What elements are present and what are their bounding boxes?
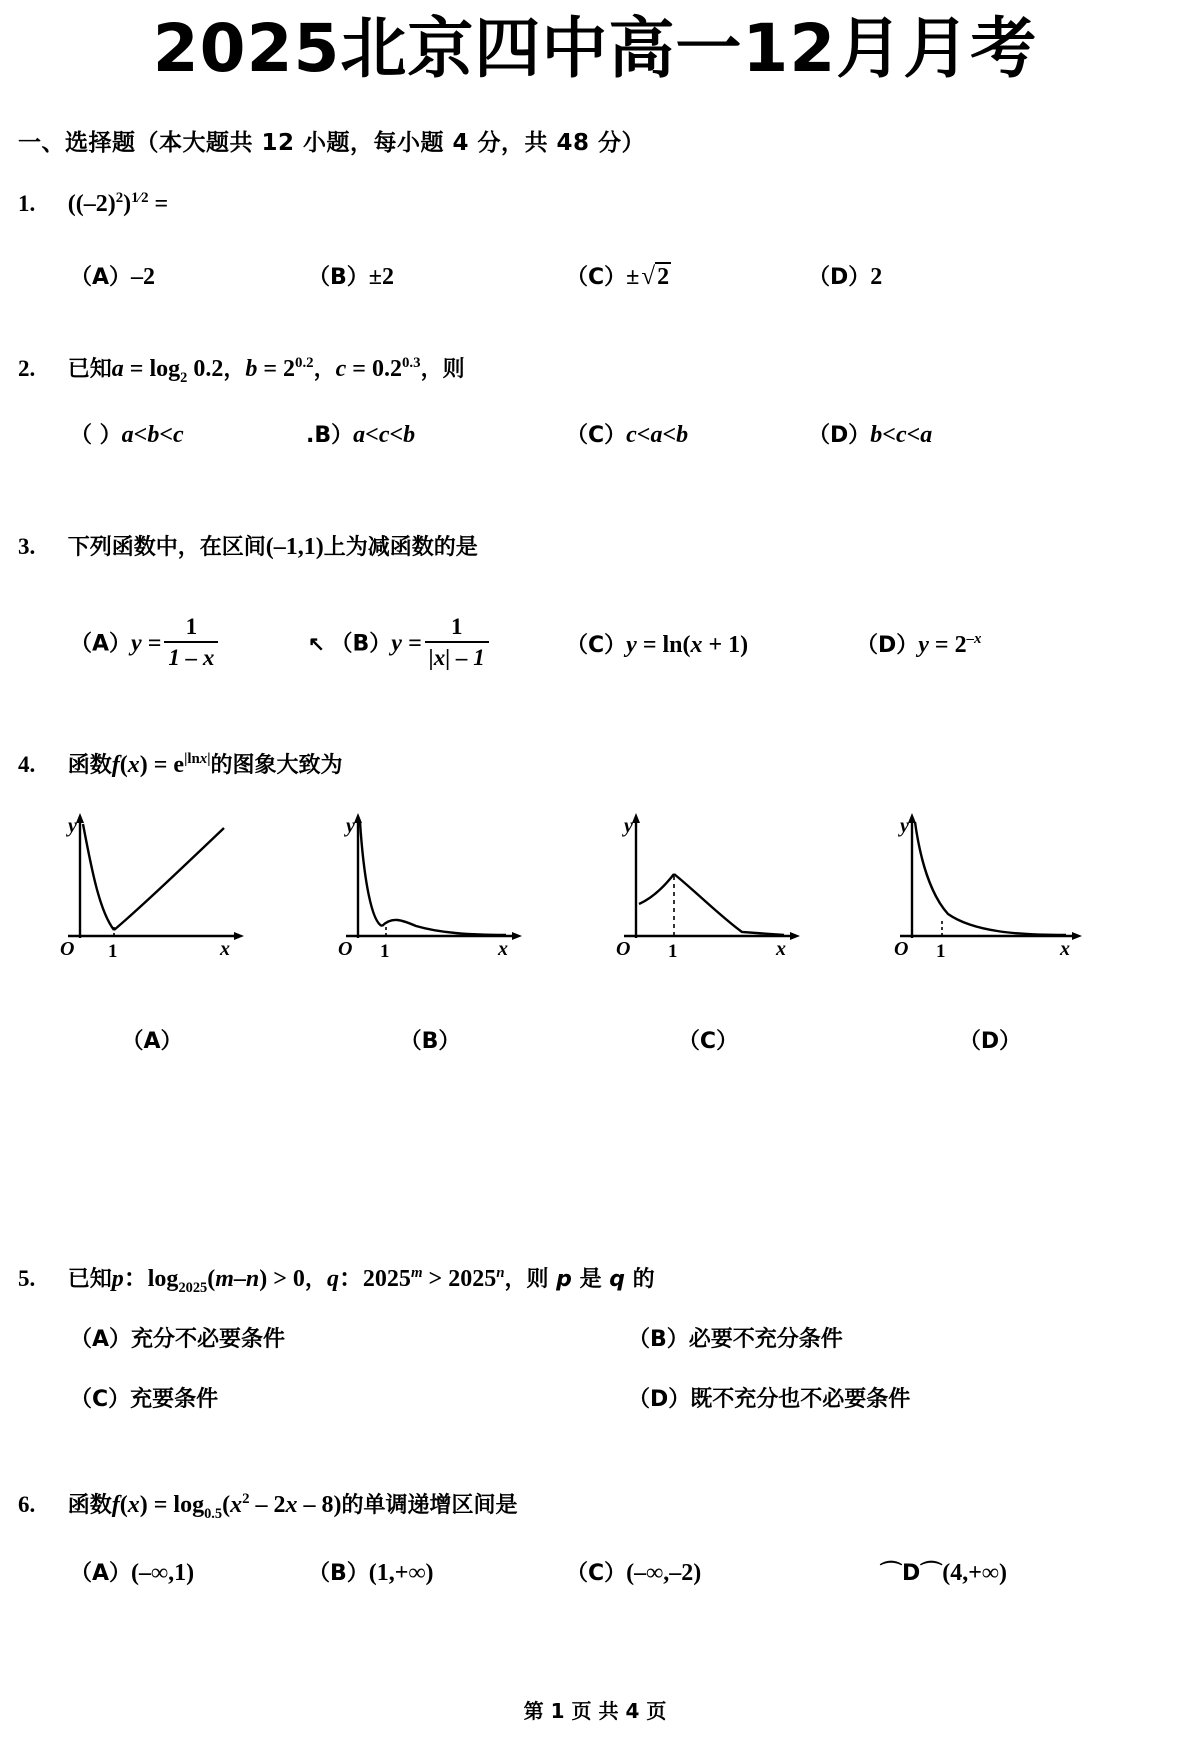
- question-4-function: $f(x) = e^{|lnx|}$: [111, 751, 211, 778]
- question-2: 2. 已知$a = \log_2 0.2$，$b = 2^{0.2}$，$c = 0.2^{0.3}$，则: [18, 352, 465, 387]
- option-c[interactable]: （C）c<a<b: [566, 422, 689, 448]
- question-5: 5. 已知p：$\log_{2025}(m-n) > 0$，q：$2025^m > 2025^n$，则 p 是 q 的: [18, 1258, 655, 1297]
- question-3-stem-part1: 下列函数中，在区间: [67, 535, 266, 560]
- option-b[interactable]: ↖ （B）y = $\frac{1}{|x| - 1}$: [308, 616, 492, 674]
- graph-label-c: （C）: [677, 1029, 739, 1054]
- question-5-stem-suffix: ，则 p 是 q 的: [504, 1267, 655, 1292]
- svg-text:O: O: [894, 938, 909, 960]
- question-6-function: $f(x) = \log_{0.5}(x^2 - 2x - 8)$: [111, 1491, 342, 1522]
- option-c[interactable]: （C）±√2: [566, 263, 670, 290]
- question-number: 3.: [18, 534, 36, 559]
- question-4-stem-part1: 函数: [67, 753, 112, 778]
- question-5-prop-q: q：$2025^m > 2025^n$: [326, 1265, 505, 1292]
- option-c-expr: y = ln(x + 1): [626, 632, 749, 658]
- option-b[interactable]: .B）a<c<b: [306, 422, 416, 448]
- option-b-fraction: $\frac{1}{|x| - 1}$: [425, 614, 489, 672]
- svg-text:x: x: [220, 938, 230, 960]
- question-5-prop-p: p：$\log_{2025}(m-n) > 0$: [111, 1266, 305, 1296]
- svg-text:x: x: [1060, 938, 1070, 960]
- graph-option-d: [890, 812, 1090, 962]
- question-6-stem-part2: 的单调递增区间是: [341, 1493, 518, 1518]
- graph-label-a: （A）: [121, 1029, 183, 1054]
- question-2-options: [18, 418, 1118, 458]
- stray-mark: ↖: [308, 633, 325, 656]
- question-1-stem: $((-2)^2)^{1⁄2}$ =: [67, 190, 169, 217]
- question-2-stem-suffix: ，则: [420, 357, 465, 382]
- svg-text:x: x: [498, 938, 508, 960]
- option-a[interactable]: （ ）a<b<c: [70, 422, 184, 448]
- question-3-options: [18, 600, 1168, 670]
- question-2-expr-c: $c = 0.2^{0.3}$: [335, 355, 421, 382]
- graph-option-c: [608, 812, 808, 962]
- question-2-expr-b: $b = 2^{0.2}$: [245, 355, 314, 382]
- section-heading: 一、选择题（本大题共 12 小题，每小题 4 分，共 48 分）: [18, 130, 646, 156]
- question-6-options: [18, 1556, 1168, 1600]
- graph-option-b: [330, 812, 530, 962]
- option-d-expr: $y = 2^{-x}$: [918, 631, 982, 658]
- svg-text:y: y: [68, 815, 77, 837]
- option-a[interactable]: （A）–2: [70, 264, 156, 290]
- option-c[interactable]: （C）y = ln(x + 1): [566, 632, 749, 658]
- option-a[interactable]: （A）充分不必要条件: [70, 1327, 286, 1352]
- option-c[interactable]: （C）充要条件: [70, 1387, 219, 1412]
- question-2-expr-a: $a = \log_2 0.2$: [111, 356, 224, 386]
- page-title: 2025北京四中高一12月月考: [152, 10, 1038, 87]
- svg-text:y: y: [900, 815, 909, 837]
- graph-label-b: （B）: [399, 1029, 461, 1054]
- question-5-options-row-1: [18, 1322, 1118, 1362]
- svg-text:y: y: [624, 815, 633, 837]
- option-a[interactable]: （A）(–∞,1): [70, 1560, 195, 1586]
- option-d[interactable]: $(D)y = 2^{-x}$: [856, 631, 982, 658]
- question-number: 4.: [18, 752, 36, 777]
- question-3: [18, 530, 478, 561]
- option-b[interactable]: （B）必要不充分条件: [628, 1327, 843, 1352]
- question-4: [18, 748, 343, 779]
- svg-text:O: O: [616, 938, 631, 960]
- question-6-stem-part1: 函数: [67, 1493, 112, 1518]
- graph-option-a: [52, 812, 252, 962]
- svg-text:1: 1: [668, 941, 678, 962]
- question-number: 2.: [18, 356, 36, 381]
- option-c-radical: ±√2: [626, 263, 670, 290]
- option-b[interactable]: （B）±2: [308, 264, 394, 290]
- question-4-stem-part2: 的图象大致为: [210, 753, 343, 778]
- question-number: 1.: [18, 191, 36, 216]
- question-6: [18, 1488, 518, 1523]
- graph-label-d: （D）: [958, 1029, 1022, 1054]
- option-c[interactable]: （C）(–∞,–2): [566, 1560, 702, 1586]
- option-b[interactable]: （B）(1,+∞): [308, 1560, 434, 1586]
- question-3-stem-part2: 上为减函数的是: [323, 535, 478, 560]
- svg-text:1: 1: [936, 941, 946, 962]
- svg-text:y: y: [346, 815, 355, 837]
- option-d[interactable]: （D）2: [808, 264, 883, 290]
- question-number: 6.: [18, 1492, 36, 1517]
- question-3-interval: (–1,1): [265, 534, 324, 560]
- option-d[interactable]: （D）b<c<a: [808, 422, 933, 448]
- question-number: 5.: [18, 1266, 36, 1291]
- page-footer: 第 1 页 共 4 页: [523, 1699, 667, 1723]
- svg-text:x: x: [776, 938, 786, 960]
- option-d[interactable]: ⌒D⌒(4,+∞): [880, 1560, 1008, 1586]
- option-a-fraction: $\frac{1}{1 - x}$: [164, 614, 218, 672]
- question-5-options-row-2: [18, 1382, 1118, 1422]
- option-a[interactable]: （A）y = $\frac{1}{1 - x}$: [70, 616, 221, 674]
- question-1-options: [18, 260, 1118, 300]
- svg-text:O: O: [338, 938, 353, 960]
- svg-text:1: 1: [108, 941, 118, 962]
- option-d[interactable]: （D）既不充分也不必要条件: [628, 1387, 911, 1412]
- question-2-stem-prefix: 已知: [67, 357, 112, 382]
- question-1: [18, 190, 168, 218]
- svg-text:1: 1: [380, 941, 390, 962]
- svg-text:O: O: [60, 938, 75, 960]
